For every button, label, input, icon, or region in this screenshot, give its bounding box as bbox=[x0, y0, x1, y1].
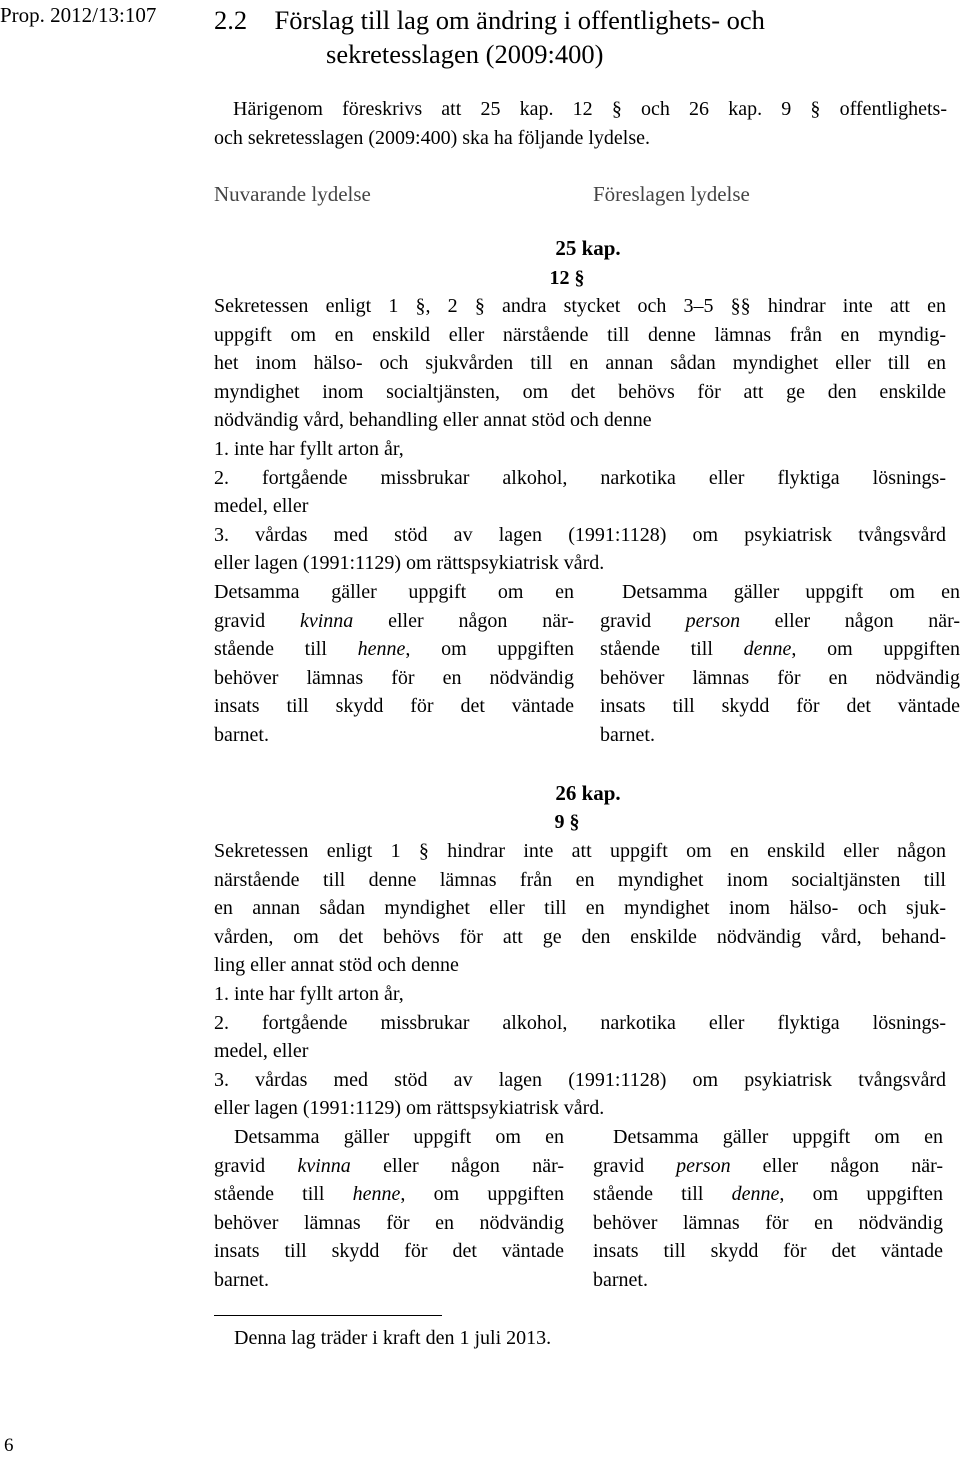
body-line: en annan sådan myndighet eller till en myndighet inom hälso- och sjuk- bbox=[214, 897, 946, 920]
col-line: Detsamma gäller uppgift om en bbox=[214, 581, 574, 603]
footnote: Denna lag träder i kraft den 1 juli 2013. bbox=[234, 1327, 552, 1349]
changed-word: henne bbox=[357, 638, 406, 661]
list-item-1: 1. inte har fyllt arton år, bbox=[214, 437, 404, 460]
list-item-2-line2: medel, eller bbox=[214, 1040, 309, 1063]
col-text: eller någon när- bbox=[353, 609, 575, 632]
changed-word: denne bbox=[731, 1183, 780, 1206]
col-line: insats till skydd för det väntade bbox=[593, 1240, 943, 1263]
paragraph-9-heading: 9 § bbox=[554, 811, 580, 833]
prop-reference: Prop. 2012/13:107 bbox=[0, 3, 157, 27]
changed-word: person bbox=[685, 609, 741, 632]
col-text: , om uppgiften bbox=[400, 1183, 564, 1206]
col-text: stående till bbox=[214, 638, 358, 661]
col-line: barnet. bbox=[214, 1268, 269, 1291]
chapter-25-proposed-column bbox=[600, 578, 960, 750]
col-text: eller någon när- bbox=[730, 1154, 943, 1177]
col-line bbox=[600, 607, 960, 636]
changed-word: kvinna bbox=[297, 1154, 351, 1177]
list-item-3-line2: eller lagen (1991:1129) om rättspsykiatrisk vård. bbox=[214, 1097, 605, 1120]
col-text: , om uppgiften bbox=[779, 1183, 943, 1206]
col-text: gravid bbox=[214, 609, 300, 632]
col-line: insats till skydd för det väntade bbox=[214, 1240, 564, 1263]
intro-line-1: Härigenom föreskrivs att 25 kap. 12 § och 26 kap. 9 § offentlighets- bbox=[233, 98, 947, 120]
intro-paragraph bbox=[214, 95, 947, 152]
section-number: 2.2 bbox=[214, 5, 248, 35]
paragraph-12-heading: 12 § bbox=[549, 267, 585, 289]
changed-word: henne bbox=[352, 1183, 401, 1206]
chapter-26-current-column bbox=[214, 1123, 564, 1295]
list-item-2-line2: medel, eller bbox=[214, 495, 309, 518]
body-line: ling eller annat stöd och denne bbox=[214, 954, 459, 977]
col-text: , om uppgiften bbox=[405, 638, 574, 661]
body-line: Sekretessen enligt 1 §, 2 § andra stycket och 3–5 §§ hindrar inte att en bbox=[214, 295, 946, 317]
current-wording-label: Nuvarande lydelse bbox=[214, 182, 371, 206]
changed-word: person bbox=[676, 1154, 731, 1177]
changed-word: kvinna bbox=[299, 609, 354, 632]
col-line: insats till skydd för det väntade bbox=[214, 695, 574, 718]
col-text: stående till bbox=[593, 1183, 732, 1206]
col-line: behöver lämnas för en nödvändig bbox=[214, 666, 574, 689]
list-item-2-line1: 2. fortgående missbrukar alkohol, narkotika eller flyktiga lösnings- bbox=[214, 466, 946, 489]
section-title-line2: sekretesslagen (2009:400) bbox=[326, 39, 604, 69]
page-number: 6 bbox=[4, 1435, 14, 1456]
col-text: , om uppgiften bbox=[791, 638, 960, 661]
body-line: het inom hälso- och sjukvården till en annan sådan myndighet eller till en bbox=[214, 352, 946, 375]
list-item-3-line1: 3. vårdas med stöd av lagen (1991:1128) om psykiatrisk tvångsvård bbox=[214, 1068, 946, 1091]
list-item-1: 1. inte har fyllt arton år, bbox=[214, 982, 404, 1005]
section-title-line1: Förslag till lag om ändring i offentlighets- och bbox=[274, 5, 765, 35]
col-line bbox=[214, 607, 574, 636]
body-line: vården, om det behövs för att ge den enskilde nödvändig vård, behand- bbox=[214, 925, 946, 948]
body-line: myndighet inom socialtjänsten, om det behövs för att ge den enskilde bbox=[214, 380, 946, 403]
col-text: stående till bbox=[214, 1183, 353, 1206]
proposed-wording-label: Föreslagen lydelse bbox=[593, 182, 750, 206]
col-text: gravid bbox=[214, 1154, 298, 1177]
col-line: insats till skydd för det väntade bbox=[600, 695, 960, 718]
col-text: eller någon när- bbox=[350, 1154, 565, 1177]
list-item-3-line2: eller lagen (1991:1129) om rättspsykiatrisk vård. bbox=[214, 552, 605, 575]
body-line: uppgift om en enskild eller närstående till denne lämnas från en myndig- bbox=[214, 323, 946, 346]
col-line: behöver lämnas för en nödvändig bbox=[600, 666, 960, 689]
chapter-25-heading: 25 kap. bbox=[555, 236, 621, 260]
chapter-26-body bbox=[214, 837, 946, 1123]
col-line: Detsamma gäller uppgift om en bbox=[234, 1126, 564, 1148]
list-item-3-line1: 3. vårdas med stöd av lagen (1991:1128) om psykiatrisk tvångsvård bbox=[214, 523, 946, 546]
col-text: stående till bbox=[600, 638, 744, 661]
col-line: Detsamma gäller uppgift om en bbox=[613, 1126, 943, 1148]
body-line: Sekretessen enligt 1 § hindrar inte att uppgift om en enskild eller någon bbox=[214, 840, 946, 862]
col-line bbox=[214, 635, 574, 664]
intro-line-2: och sekretesslagen (2009:400) ska ha följande lydelse. bbox=[214, 126, 650, 149]
col-line: behöver lämnas för en nödvändig bbox=[593, 1211, 943, 1234]
list-item-2-line1: 2. fortgående missbrukar alkohol, narkotika eller flyktiga lösnings- bbox=[214, 1011, 946, 1034]
col-line bbox=[600, 635, 960, 664]
changed-word: denne bbox=[743, 638, 792, 661]
col-line: barnet. bbox=[593, 1268, 648, 1291]
col-line bbox=[214, 1152, 564, 1181]
col-line bbox=[214, 1180, 564, 1209]
col-line bbox=[593, 1180, 943, 1209]
col-line: barnet. bbox=[214, 723, 269, 746]
chapter-26-heading: 26 kap. bbox=[555, 781, 621, 805]
col-text: gravid bbox=[600, 609, 686, 632]
body-line: nödvändig vård, behandling eller annat stöd och denne bbox=[214, 409, 652, 432]
body-line: närstående till denne lämnas från en myndighet inom socialtjänsten till bbox=[214, 868, 946, 891]
col-line: behöver lämnas för en nödvändig bbox=[214, 1211, 564, 1234]
section-heading bbox=[214, 3, 954, 71]
footnote-divider bbox=[214, 1315, 442, 1316]
chapter-25-current-column bbox=[214, 578, 574, 750]
chapter-26-proposed-column bbox=[593, 1123, 943, 1295]
col-line: Detsamma gäller uppgift om en bbox=[622, 581, 960, 603]
col-line bbox=[593, 1152, 943, 1181]
col-text: gravid bbox=[593, 1154, 677, 1177]
chapter-25-body bbox=[214, 292, 946, 578]
col-line: barnet. bbox=[600, 723, 655, 746]
col-text: eller någon när- bbox=[740, 609, 960, 632]
